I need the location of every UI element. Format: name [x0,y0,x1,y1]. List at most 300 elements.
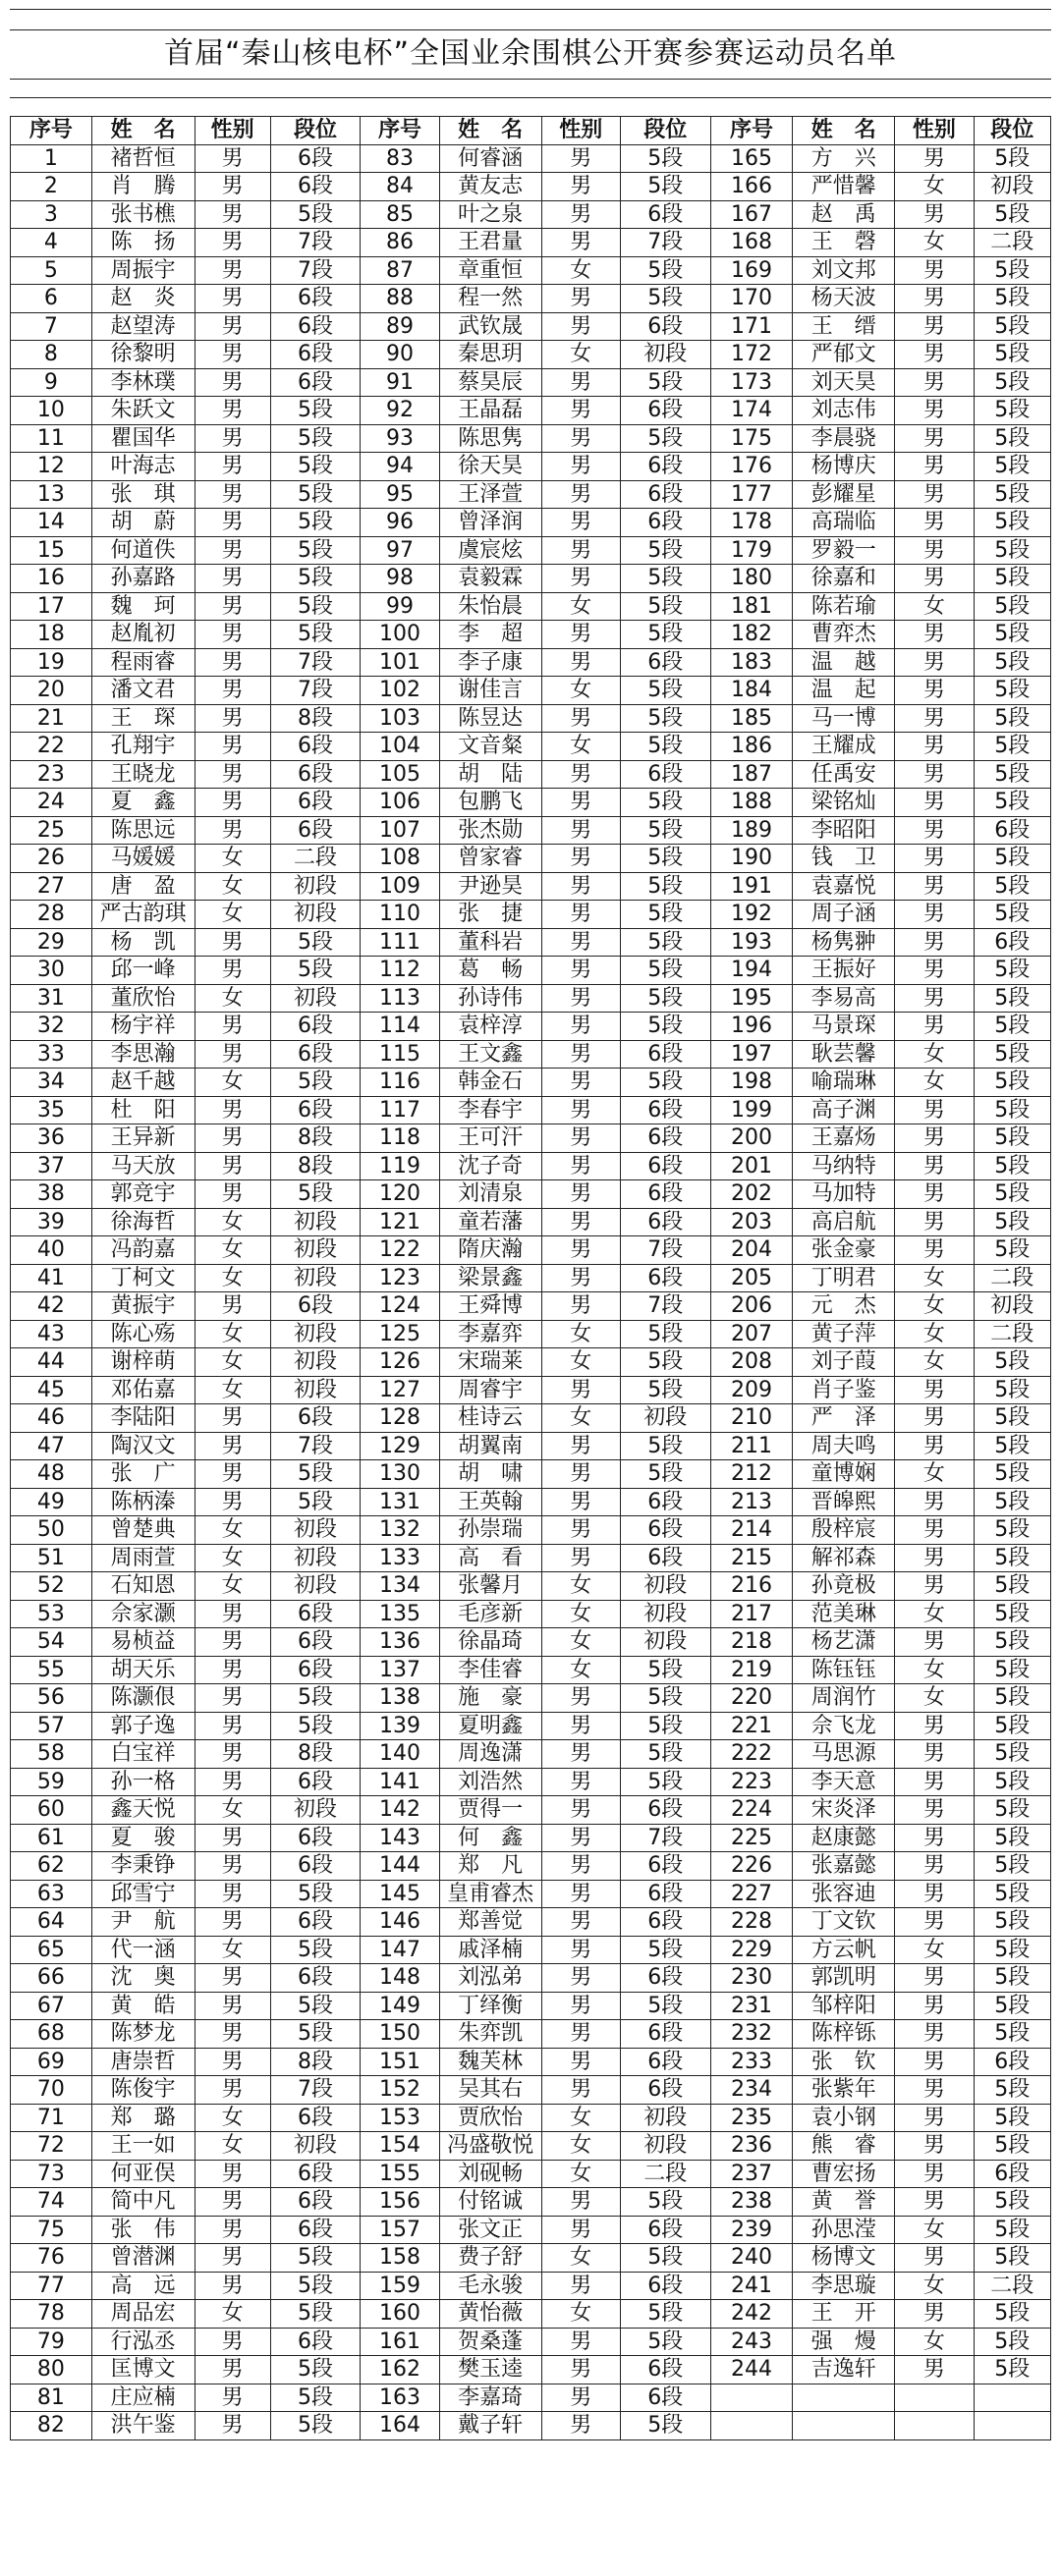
rank-cell: 5段 [270,1992,361,2020]
gender-cell: 男 [895,509,975,537]
gender-cell: 男 [541,621,621,649]
gender-cell: 男 [195,1040,270,1069]
rank-cell: 5段 [974,845,1050,873]
name-cell: 武钦晟 [439,312,541,341]
number-cell: 118 [361,1124,440,1153]
name-cell: 费子舒 [439,2244,541,2273]
number-cell: 132 [361,1516,440,1545]
gender-cell: 男 [541,1516,621,1545]
name-cell: 李 超 [439,621,541,649]
number-cell: 173 [710,368,793,397]
gender-cell: 男 [895,2300,975,2329]
number-cell: 121 [361,1208,440,1236]
name-cell: 韩金石 [439,1069,541,1097]
table-row [11,2412,1051,2440]
table-row [11,1908,1051,1937]
number-cell: 123 [361,1264,440,1292]
name-cell: 马景琛 [793,1013,895,1041]
name-cell: 高 看 [439,1544,541,1572]
rank-cell: 5段 [974,760,1050,789]
gender-cell: 男 [895,2188,975,2217]
number-cell: 237 [710,2160,793,2188]
rank-cell: 5段 [974,621,1050,649]
name-cell: 李天意 [793,1768,895,1796]
gender-cell: 男 [541,2356,621,2384]
gender-cell: 男 [541,285,621,313]
table-row [11,1656,1051,1684]
rank-cell: 初段 [621,2132,711,2161]
name-cell: 王文鑫 [439,1040,541,1069]
number-cell: 206 [710,1292,793,1321]
gender-cell: 男 [195,1432,270,1460]
gender-cell: 男 [195,480,270,509]
rank-cell: 5段 [621,789,711,817]
number-cell: 79 [11,2328,92,2356]
number-cell: 84 [361,173,440,201]
rank-cell: 5段 [974,1432,1050,1460]
name-cell: 黄怡薇 [439,2300,541,2329]
rank-cell: 6段 [621,2076,711,2105]
gender-cell: 女 [895,1264,975,1292]
gender-cell: 女 [895,2272,975,2300]
number-cell: 93 [361,424,440,453]
number-cell: 105 [361,760,440,789]
name-cell: 邱一峰 [91,957,195,985]
gender-cell: 女 [541,1404,621,1433]
gender-cell: 女 [195,901,270,929]
number-cell: 135 [361,1600,440,1628]
gender-cell: 男 [541,789,621,817]
number-cell: 235 [710,2104,793,2132]
gender-cell: 男 [895,621,975,649]
rank-cell: 6段 [270,816,361,845]
gender-cell: 男 [541,760,621,789]
gender-cell: 男 [541,1992,621,2020]
table-row [11,2132,1051,2161]
rank-cell: 5段 [270,2244,361,2273]
number-cell: 229 [710,1936,793,1964]
name-cell: 陈梓铄 [793,2020,895,2049]
rank-cell: 6段 [621,648,711,677]
name-cell: 魏芙林 [439,2048,541,2076]
table-row [11,1880,1051,1908]
rank-cell: 6段 [621,1040,711,1069]
name-cell: 马天放 [91,1152,195,1180]
roster-table [10,116,1051,2440]
name-cell: 董科岩 [439,928,541,957]
rank-cell: 6段 [974,2048,1050,2076]
number-cell: 52 [11,1572,92,1601]
gender-cell: 女 [195,1544,270,1572]
gender-cell: 男 [541,312,621,341]
gender-cell: 女 [195,1516,270,1545]
page-title: 首届“秦山核电杯”全国业余围棋公开赛参赛运动员名单 [163,36,898,71]
gender-cell: 男 [895,1516,975,1545]
rank-cell: 5段 [270,592,361,621]
rank-cell: 5段 [270,480,361,509]
number-cell: 40 [11,1236,92,1265]
rank-cell: 8段 [270,1740,361,1769]
number-cell: 215 [710,1544,793,1572]
name-cell: 孙竟极 [793,1572,895,1601]
number-cell: 170 [710,285,793,313]
gender-cell: 男 [895,256,975,285]
rank-cell: 7段 [270,256,361,285]
gender-cell: 男 [541,2188,621,2217]
rank-cell: 5段 [974,480,1050,509]
name-cell: 梁铭灿 [793,789,895,817]
table-row [11,1236,1051,1265]
gender-cell: 男 [541,1096,621,1124]
name-cell: 任禹安 [793,760,895,789]
gender-cell: 女 [195,845,270,873]
number-cell: 53 [11,1600,92,1628]
name-cell: 郭竞宇 [91,1180,195,1209]
name-cell: 张 琪 [91,480,195,509]
rank-cell: 5段 [974,1013,1050,1041]
number-cell: 19 [11,648,92,677]
number-cell: 51 [11,1544,92,1572]
number-cell: 71 [11,2104,92,2132]
gender-cell: 男 [541,2328,621,2356]
rank-cell: 5段 [621,704,711,733]
name-cell: 孙崇瑞 [439,1516,541,1545]
number-cell: 157 [361,2216,440,2244]
name-cell: 张杰勋 [439,816,541,845]
name-cell: 胡翼南 [439,1432,541,1460]
rank-cell: 8段 [270,2048,361,2076]
number-cell: 66 [11,1964,92,1993]
gender-cell: 男 [195,1740,270,1769]
number-cell: 182 [710,621,793,649]
gender-cell: 男 [541,872,621,901]
gender-cell: 女 [541,1572,621,1601]
name-cell: 徐嘉和 [793,565,895,593]
table-row [11,424,1051,453]
number-cell: 223 [710,1768,793,1796]
rank-cell: 6段 [974,816,1050,845]
number-cell: 124 [361,1292,440,1321]
table-row [11,1124,1051,1153]
table-row [11,677,1051,705]
gender-cell: 男 [541,1460,621,1489]
table-row [11,1348,1051,1377]
number-cell: 228 [710,1908,793,1937]
name-cell: 陈思远 [91,816,195,845]
rank-cell: 5段 [974,1348,1050,1377]
gender-cell: 男 [541,144,621,173]
gender-cell: 男 [195,1992,270,2020]
number-cell: 129 [361,1432,440,1460]
rank-cell: 6段 [270,1964,361,1993]
rank-cell: 5段 [974,256,1050,285]
name-cell: 贾得一 [439,1796,541,1825]
number-cell: 48 [11,1460,92,1489]
number-cell: 211 [710,1432,793,1460]
empty-cell [974,2412,1050,2440]
gender-cell: 女 [195,1069,270,1097]
table-row [11,1460,1051,1489]
gender-cell: 男 [541,2384,621,2412]
number-cell: 41 [11,1264,92,1292]
gender-cell: 男 [895,2104,975,2132]
number-cell: 5 [11,256,92,285]
gender-cell: 男 [541,200,621,229]
number-cell: 192 [710,901,793,929]
number-cell: 102 [361,677,440,705]
table-row [11,1544,1051,1572]
gender-cell: 女 [541,1320,621,1348]
rank-cell: 6段 [270,144,361,173]
name-cell: 王 开 [793,2300,895,2329]
gender-cell: 男 [541,1180,621,1209]
gender-cell: 女 [195,1236,270,1265]
number-cell: 22 [11,733,92,761]
rank-cell: 5段 [621,1712,711,1740]
table-row [11,1208,1051,1236]
rank-cell: 5段 [621,1320,711,1348]
table-row [11,1628,1051,1657]
name-cell: 徐天昊 [439,453,541,481]
number-cell: 110 [361,901,440,929]
name-cell: 瞿国华 [91,424,195,453]
rank-cell: 初段 [621,1600,711,1628]
rank-cell: 7段 [621,1236,711,1265]
rank-cell: 6段 [621,2048,711,2076]
gender-cell: 女 [895,1320,975,1348]
table-row [11,2356,1051,2384]
gender-cell: 女 [895,1936,975,1964]
number-cell: 47 [11,1432,92,1460]
name-cell: 戴子轩 [439,2412,541,2440]
gender-cell: 男 [541,424,621,453]
table-row [11,397,1051,425]
rank-cell: 5段 [974,1208,1050,1236]
table-row [11,2020,1051,2049]
gender-cell: 男 [195,1880,270,1908]
table-row [11,173,1051,201]
name-cell: 黄 誉 [793,2188,895,2217]
name-cell: 严惜馨 [793,173,895,201]
gender-cell: 男 [541,1880,621,1908]
number-cell: 86 [361,229,440,257]
table-row [11,845,1051,873]
table-row [11,733,1051,761]
rank-cell: 初段 [974,173,1050,201]
gender-cell: 男 [195,1852,270,1881]
number-cell: 98 [361,565,440,593]
number-cell: 200 [710,1124,793,1153]
gender-cell: 男 [195,2328,270,2356]
number-cell: 226 [710,1852,793,1881]
gender-cell: 男 [895,1824,975,1852]
empty-cell [793,2384,895,2412]
number-cell: 187 [710,760,793,789]
gender-cell: 男 [541,2076,621,2105]
rank-cell: 5段 [974,1964,1050,1993]
rank-cell: 5段 [270,2356,361,2384]
name-cell: 张书樵 [91,200,195,229]
name-cell: 李思瀚 [91,1040,195,1069]
gender-cell: 男 [895,816,975,845]
gender-cell: 男 [195,453,270,481]
number-cell: 136 [361,1628,440,1657]
rank-cell: 6段 [270,1040,361,1069]
name-cell: 郭凯明 [793,1964,895,1993]
name-cell: 方云帆 [793,1936,895,1964]
name-cell: 洪午鉴 [91,2412,195,2440]
rank-cell: 5段 [974,2328,1050,2356]
gender-cell: 男 [895,453,975,481]
name-cell: 朱跃文 [91,397,195,425]
rank-cell: 6段 [270,789,361,817]
gender-cell: 男 [541,1796,621,1825]
gender-cell: 男 [195,1684,270,1713]
name-cell: 褚哲恒 [91,144,195,173]
number-cell: 141 [361,1768,440,1796]
rank-cell: 7段 [270,2076,361,2105]
number-cell: 45 [11,1376,92,1404]
number-cell: 59 [11,1768,92,1796]
rank-cell: 6段 [270,1656,361,1684]
gender-cell: 男 [895,312,975,341]
name-cell: 张 捷 [439,901,541,929]
rank-cell: 初段 [621,1404,711,1433]
name-cell: 黄振宇 [91,1292,195,1321]
table-row [11,1292,1051,1321]
number-cell: 204 [710,1236,793,1265]
number-cell: 81 [11,2384,92,2412]
rank-cell: 5段 [974,1488,1050,1516]
number-cell: 8 [11,341,92,369]
number-cell: 146 [361,1908,440,1937]
rank-cell: 5段 [270,1712,361,1740]
gender-cell: 男 [195,1712,270,1740]
name-cell: 郑 璐 [91,2104,195,2132]
name-cell: 张 钦 [793,2048,895,2076]
name-cell: 孙诗伟 [439,984,541,1013]
number-cell: 50 [11,1516,92,1545]
table-row [11,1684,1051,1713]
number-cell: 243 [710,2328,793,2356]
rank-cell: 5段 [621,2412,711,2440]
gender-cell: 男 [195,1964,270,1993]
rank-cell: 5段 [621,424,711,453]
name-cell: 严古韵琪 [91,901,195,929]
gender-cell: 男 [895,424,975,453]
rank-cell: 6段 [270,2104,361,2132]
name-cell: 曹弈杰 [793,621,895,649]
gender-cell: 男 [895,1740,975,1769]
rank-cell: 5段 [974,1096,1050,1124]
name-cell: 谢佳言 [439,677,541,705]
rank-cell: 5段 [974,2300,1050,2329]
number-cell: 104 [361,733,440,761]
gender-cell: 男 [195,509,270,537]
gender-cell: 女 [895,1600,975,1628]
name-cell: 赵 禹 [793,200,895,229]
rank-cell: 初段 [270,1572,361,1601]
rank-cell: 5段 [974,901,1050,929]
number-cell: 216 [710,1572,793,1601]
gender-cell: 男 [195,173,270,201]
rank-cell: 5段 [621,2328,711,2356]
number-cell: 214 [710,1516,793,1545]
number-cell: 193 [710,928,793,957]
name-cell: 肖子鉴 [793,1376,895,1404]
number-cell: 30 [11,957,92,985]
name-cell: 佘飞龙 [793,1712,895,1740]
rank-cell: 5段 [974,1376,1050,1404]
table-row [11,1600,1051,1628]
gender-cell: 女 [895,1040,975,1069]
gender-cell: 男 [195,200,270,229]
number-cell: 116 [361,1069,440,1097]
column-header-name: 姓 名 [91,117,195,145]
number-cell: 234 [710,2076,793,2105]
name-cell: 庄应楠 [91,2384,195,2412]
name-cell: 程雨睿 [91,648,195,677]
table-row [11,144,1051,173]
name-cell: 马媛媛 [91,845,195,873]
name-cell: 杨艺潇 [793,1628,895,1657]
rank-cell: 6段 [621,1208,711,1236]
rank-cell: 5段 [270,424,361,453]
gender-cell: 男 [895,2356,975,2384]
name-cell: 冯盛敬悦 [439,2132,541,2161]
rank-cell: 6段 [270,173,361,201]
name-cell: 元 杰 [793,1292,895,1321]
rank-cell: 6段 [621,1852,711,1881]
number-cell: 169 [710,256,793,285]
rank-cell: 6段 [974,928,1050,957]
rank-cell: 5段 [621,1684,711,1713]
table-row [11,1852,1051,1881]
rank-cell: 5段 [621,1069,711,1097]
number-cell: 184 [710,677,793,705]
name-cell: 冯韵嘉 [91,1236,195,1265]
rank-cell: 6段 [621,1880,711,1908]
name-cell: 温 越 [793,648,895,677]
number-cell: 188 [710,789,793,817]
rank-cell: 6段 [621,200,711,229]
name-cell: 杨博庆 [793,453,895,481]
table-row [11,2160,1051,2188]
gender-cell: 女 [541,1656,621,1684]
number-cell: 31 [11,984,92,1013]
gender-cell: 女 [195,2300,270,2329]
rank-cell: 5段 [621,984,711,1013]
name-cell: 陈心殇 [91,1320,195,1348]
name-cell: 行泓丞 [91,2328,195,2356]
table-row [11,1013,1051,1041]
name-cell: 陈柄溱 [91,1488,195,1516]
rank-cell: 5段 [270,453,361,481]
name-cell: 尹逊昊 [439,872,541,901]
rank-cell: 5段 [974,677,1050,705]
name-cell: 陈昱达 [439,704,541,733]
name-cell: 毛彦新 [439,1600,541,1628]
gender-cell: 男 [541,2216,621,2244]
rank-cell: 6段 [621,1544,711,1572]
table-row [11,1768,1051,1796]
name-cell: 陈钰钰 [793,1656,895,1684]
rank-cell: 5段 [621,845,711,873]
number-cell: 56 [11,1684,92,1713]
rank-cell: 5段 [621,536,711,565]
gender-cell: 男 [195,1013,270,1041]
rank-cell: 6段 [270,2188,361,2217]
